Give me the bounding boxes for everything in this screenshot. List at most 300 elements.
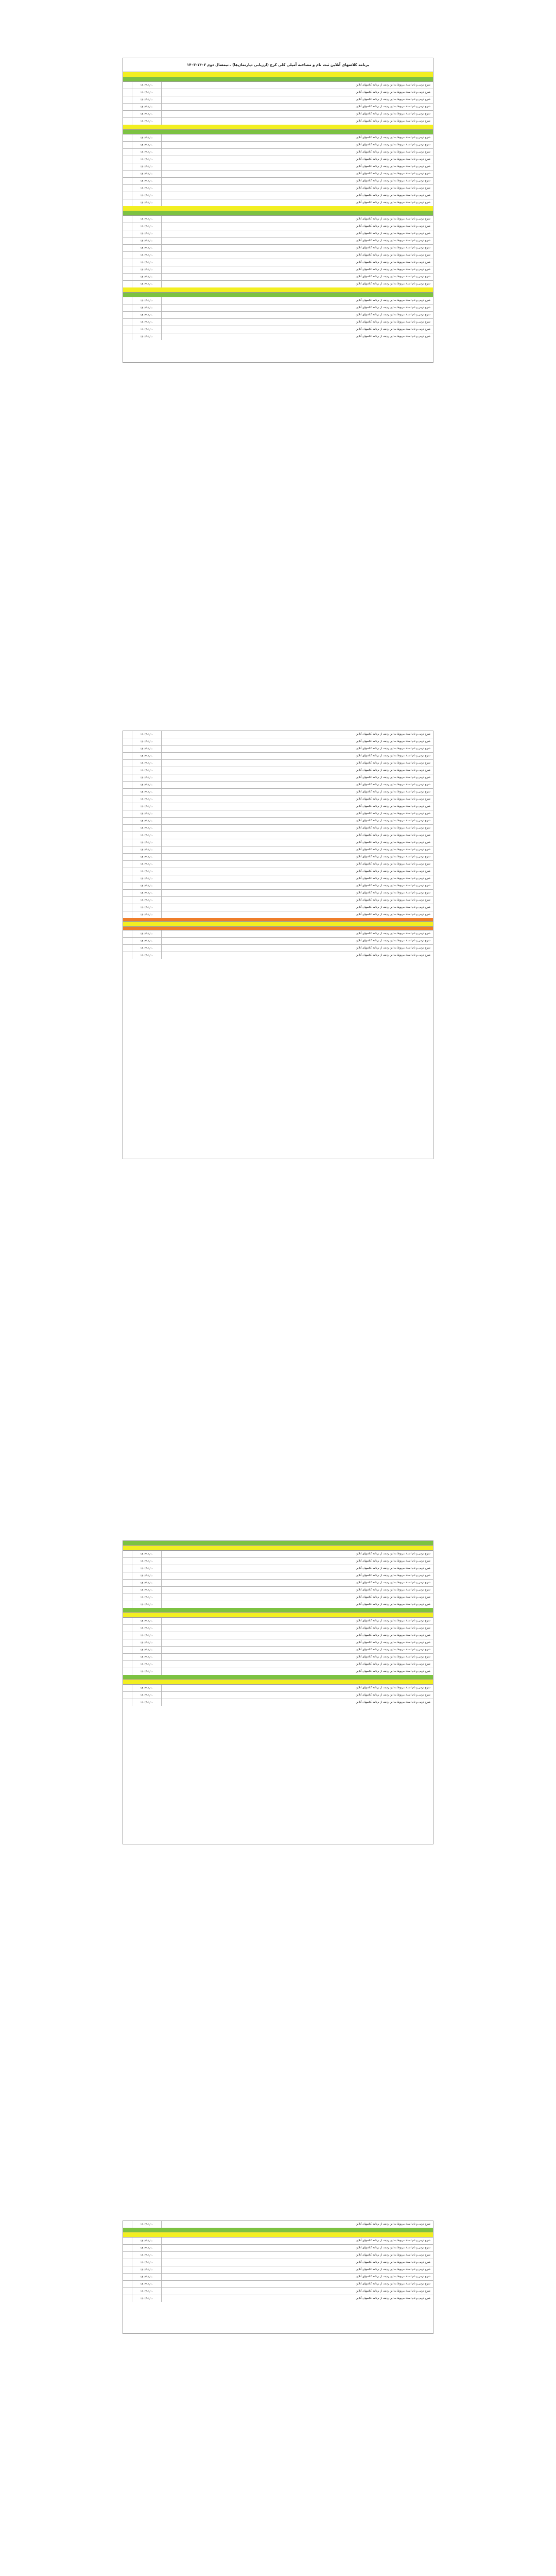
- row-number: [123, 118, 132, 125]
- row-number: [123, 1601, 132, 1608]
- table-row: [123, 1625, 433, 1632]
- row-code: ۱۴۰۲/۰۱/۱۰: [132, 281, 162, 287]
- row-description: شرح درس و نام استاد مربوط به این ردیف از برنامه کلاسهای آنلاین: [356, 891, 430, 894]
- table-row: [123, 1551, 433, 1558]
- row-code: ۱۴۰۲/۰۱/۱۰: [132, 818, 162, 824]
- row-code: ۱۴۰۲/۰۱/۱۰: [132, 854, 162, 860]
- row-code: ۱۴۰۲/۰۱/۱۰: [132, 163, 162, 170]
- table-row: [123, 185, 433, 192]
- section-subheader-band: [123, 130, 433, 134]
- row-number: [123, 1668, 132, 1675]
- table-row: [123, 774, 433, 782]
- table-row: [123, 326, 433, 333]
- row-description: شرح درس و نام استاد مربوط به این ردیف از برنامه کلاسهای آنلاین: [356, 906, 430, 909]
- row-code: ۱۴۰۲/۰۱/۱۰: [132, 178, 162, 184]
- table-row: [123, 2259, 433, 2266]
- row-number: [123, 897, 132, 904]
- row-description: شرح درس و نام استاد مربوط به این ردیف از برنامه کلاسهای آنلاین: [356, 1693, 430, 1697]
- row-number: [123, 2288, 132, 2295]
- table-row: [123, 825, 433, 832]
- row-code: ۱۴۰۲/۰۱/۱۰: [132, 1668, 162, 1675]
- row-code: ۱۴۰۲/۰۱/۱۰: [132, 304, 162, 311]
- table-row: [123, 1618, 433, 1625]
- row-code: ۱۴۰۲/۰۱/۱۰: [132, 767, 162, 774]
- table-row: [123, 259, 433, 266]
- row-number: [123, 216, 132, 223]
- row-code: ۱۴۰۲/۰۱/۱۰: [132, 1558, 162, 1565]
- row-code: ۱۴۰۲/۰۱/۱۰: [132, 238, 162, 244]
- row-description: شرح درس و نام استاد مربوط به این ردیف از برنامه کلاسهای آنلاین: [356, 1588, 430, 1591]
- row-description: شرح درس و نام استاد مربوط به این ردیف از برنامه کلاسهای آنلاین: [356, 899, 430, 902]
- row-number: [123, 2274, 132, 2280]
- table-row: [123, 1558, 433, 1565]
- row-number: [123, 82, 132, 89]
- row-description: شرح درس و نام استاد مربوط به این ردیف از برنامه کلاسهای آنلاین: [356, 1641, 430, 1644]
- row-description: شرح درس و نام استاد مربوط به این ردیف از برنامه کلاسهای آنلاین: [356, 105, 430, 108]
- row-number: [123, 938, 132, 944]
- row-code: ۱۴۰۲/۰۱/۱۰: [132, 1699, 162, 1706]
- row-description: شرح درس و نام استاد مربوط به این ردیف از برنامه کلاسهای آنلاین: [356, 187, 430, 190]
- table-row: [123, 2245, 433, 2252]
- row-code: ۱۴۰۲/۰۱/۱۰: [132, 1587, 162, 1594]
- row-number: [123, 745, 132, 752]
- row-number: [123, 142, 132, 148]
- table-row: [123, 118, 433, 125]
- table-row: [123, 868, 433, 875]
- table-row: [123, 1594, 433, 1601]
- row-code: ۱۴۰۲/۰۱/۱۰: [132, 930, 162, 937]
- row-number: [123, 1594, 132, 1601]
- table-row: [123, 731, 433, 738]
- row-description: شرح درس و نام استاد مربوط به این ردیف از برنامه کلاسهای آنلاین: [356, 2246, 430, 2249]
- table-row: [123, 89, 433, 96]
- table-row: [123, 216, 433, 223]
- section-subheader-band: [123, 1608, 433, 1613]
- row-code: ۱۴۰۲/۰۱/۱۰: [132, 216, 162, 223]
- row-code: ۱۴۰۲/۰۱/۱۰: [132, 259, 162, 266]
- row-number: [123, 1625, 132, 1632]
- table-row: [123, 890, 433, 897]
- row-number: [123, 274, 132, 280]
- row-number: [123, 945, 132, 952]
- table-row: [123, 911, 433, 918]
- schedule-rows: [123, 297, 433, 340]
- table-row: [123, 142, 433, 149]
- row-description: شرح درس و نام استاد مربوط به این ردیف از برنامه کلاسهای آنلاین: [356, 747, 430, 750]
- row-description: شرح درس و نام استاد مربوط به این ردیف از برنامه کلاسهای آنلاین: [356, 783, 430, 786]
- row-number: [123, 774, 132, 781]
- row-number: [123, 326, 132, 333]
- table-row: [123, 281, 433, 287]
- row-number: [123, 731, 132, 738]
- row-description: شرح درس و نام استاد مربوط به این ردیف از برنامه کلاسهای آنلاین: [356, 83, 430, 87]
- row-code: ۱۴۰۲/۰۱/۱۰: [132, 171, 162, 177]
- table-row: [123, 2295, 433, 2302]
- row-code: ۱۴۰۲/۰۱/۱۰: [132, 1647, 162, 1653]
- row-description: شرح درس و نام استاد مربوط به این ردیف از برنامه کلاسهای آنلاین: [356, 232, 430, 235]
- row-number: [123, 333, 132, 340]
- row-code: ۱۴۰۲/۰۱/۱۰: [132, 252, 162, 259]
- row-number: [123, 1692, 132, 1699]
- row-number: [123, 810, 132, 817]
- row-code: ۱۴۰۲/۰۱/۱۰: [132, 883, 162, 889]
- row-description: شرح درس و نام استاد مربوط به این ردیف از برنامه کلاسهای آنلاین: [356, 299, 430, 302]
- row-description: شرح درس و نام استاد مربوط به این ردیف از برنامه کلاسهای آنلاین: [356, 91, 430, 94]
- row-number: [123, 825, 132, 832]
- section-subheader-band: [123, 293, 433, 297]
- document-title: برنامه کلاسهای آنلاین ثبت نام و مصاحبه آمپلی کلی کرج (ارزیابی دپارتمان‌ها) ـ نیمسال دوم ۱۴۰۲-۱۴۰۳: [187, 63, 369, 67]
- table-row: [123, 134, 433, 142]
- row-code: ۱۴۰۲/۰۱/۱۰: [132, 2295, 162, 2302]
- table-row: [123, 846, 433, 854]
- row-description: شرح درس و نام استاد مربوط به این ردیف از برنامه کلاسهای آنلاین: [356, 862, 430, 866]
- row-description: شرح درس و نام استاد مربوط به این ردیف از برنامه کلاسهای آنلاین: [356, 877, 430, 880]
- row-code: ۱۴۰۲/۰۱/۱۰: [132, 89, 162, 96]
- row-code: ۱۴۰۲/۰۱/۱۰: [132, 1639, 162, 1646]
- row-description: شرح درس و نام استاد مربوط به این ردیف از برنامه کلاسهای آنلاین: [356, 1648, 430, 1651]
- row-description: شرح درس و نام استاد مربوط به این ردیف از برنامه کلاسهای آنلاین: [356, 1596, 430, 1599]
- section-header-band: [123, 922, 433, 927]
- table-row: [123, 2274, 433, 2281]
- section-header-band: [123, 1613, 433, 1618]
- row-description: شرح درس و نام استاد مربوط به این ردیف از برنامه کلاسهای آنلاین: [356, 150, 430, 154]
- table-row: [123, 952, 433, 959]
- row-description: شرح درس و نام استاد مربوط به این ردیف از برنامه کلاسهای آنلاین: [356, 225, 430, 228]
- row-number: [123, 868, 132, 875]
- table-row: [123, 96, 433, 104]
- schedule-rows: [123, 1551, 433, 1608]
- schedule-rows: [123, 2221, 433, 2228]
- row-number: [123, 1572, 132, 1579]
- row-description: شرح درس و نام استاد مربوط به این ردیف از برنامه کلاسهای آنلاین: [356, 1574, 430, 1577]
- row-number: [123, 861, 132, 868]
- row-number: [123, 2245, 132, 2251]
- document-title-row: [123, 58, 433, 72]
- table-row: [123, 1580, 433, 1587]
- table-row: [123, 2238, 433, 2245]
- row-description: شرح درس و نام استاد مربوط به این ردیف از برنامه کلاسهای آنلاین: [356, 870, 430, 873]
- section-header-band: [123, 72, 433, 77]
- table-row: [123, 111, 433, 118]
- row-number: [123, 930, 132, 937]
- row-number: [123, 1565, 132, 1572]
- row-description: شرح درس و نام استاد مربوط به این ردیف از برنامه کلاسهای آنلاین: [356, 2297, 430, 2300]
- row-code: ۱۴۰۲/۰۱/۱۰: [132, 789, 162, 795]
- table-row: [123, 1647, 433, 1654]
- section-subheader-band: [123, 77, 433, 82]
- table-row: [123, 1572, 433, 1580]
- row-code: ۱۴۰۲/۰۱/۱۰: [132, 774, 162, 781]
- table-row: [123, 199, 433, 206]
- row-description: شرح درس و نام استاد مربوط به این ردیف از برنامه کلاسهای آنلاین: [356, 1603, 430, 1606]
- row-description: شرح درس و نام استاد مربوط به این ردیف از برنامه کلاسهای آنلاین: [356, 179, 430, 182]
- section-header-band: [123, 206, 433, 211]
- row-description: شرح درس و نام استاد مربوط به این ردیف از برنامه کلاسهای آنلاین: [356, 2261, 430, 2264]
- row-code: ۱۴۰۲/۰۱/۱۰: [132, 890, 162, 896]
- row-description: شرح درس و نام استاد مربوط به این ردیف از برنامه کلاسهای آنلاین: [356, 120, 430, 123]
- row-number: [123, 1551, 132, 1557]
- row-code: ۱۴۰۲/۰۱/۱۰: [132, 846, 162, 853]
- schedule-rows: [123, 1685, 433, 1706]
- row-code: ۱۴۰۲/۰۱/۱۰: [132, 904, 162, 911]
- table-row: [123, 897, 433, 904]
- row-number: [123, 760, 132, 767]
- row-code: ۱۴۰۲/۰۱/۱۰: [132, 1565, 162, 1572]
- section-subheader-band: [123, 2228, 433, 2232]
- table-row: [123, 854, 433, 861]
- row-description: شرح درس و نام استاد مربوط به این ردیف از برنامه کلاسهای آنلاین: [356, 761, 430, 765]
- schedule-page-3: [123, 1540, 433, 1844]
- row-code: ۱۴۰۲/۰۱/۱۰: [132, 803, 162, 810]
- row-number: [123, 185, 132, 192]
- row-code: ۱۴۰۲/۰۱/۱۰: [132, 104, 162, 110]
- row-description: شرح درس و نام استاد مربوط به این ردیف از برنامه کلاسهای آنلاین: [356, 335, 430, 338]
- schedule-page-1: [123, 58, 433, 363]
- row-number: [123, 782, 132, 788]
- row-number: [123, 134, 132, 141]
- row-number: [123, 2221, 132, 2228]
- row-number: [123, 911, 132, 918]
- row-description: شرح درس و نام استاد مربوط به این ردیف از برنامه کلاسهای آنلاین: [356, 239, 430, 242]
- table-row: [123, 1699, 433, 1706]
- row-number: [123, 238, 132, 244]
- schedule-rows: [123, 134, 433, 206]
- table-row: [123, 782, 433, 789]
- row-description: شرح درس و نام استاد مربوط به این ردیف از برنامه کلاسهای آنلاین: [356, 932, 430, 935]
- row-description: شرح درس و نام استاد مربوط به این ردیف از برنامه کلاسهای آنلاین: [356, 826, 430, 829]
- table-row: [123, 304, 433, 312]
- table-row: [123, 230, 433, 238]
- row-code: ۱۴۰۲/۰۱/۱۰: [132, 297, 162, 304]
- table-row: [123, 818, 433, 825]
- row-description: شرح درس و نام استاد مربوط به این ردیف از برنامه کلاسهای آنلاین: [356, 2239, 430, 2242]
- row-code: ۱۴۰۲/۰۱/۱۰: [132, 274, 162, 280]
- table-row: [123, 810, 433, 818]
- table-row: [123, 245, 433, 252]
- row-code: ۱۴۰۲/۰۱/۱۰: [132, 825, 162, 832]
- table-row: [123, 2252, 433, 2259]
- table-row: [123, 1685, 433, 1692]
- row-number: [123, 883, 132, 889]
- table-row: [123, 1692, 433, 1699]
- table-row: [123, 1601, 433, 1608]
- row-code: ۱۴۰۲/۰۱/۱۰: [132, 185, 162, 192]
- row-description: شرح درس و نام استاد مربوط به این ردیف از برنامه کلاسهای آنلاین: [356, 819, 430, 822]
- schedule-rows: [123, 930, 433, 959]
- row-number: [123, 104, 132, 110]
- row-number: [123, 2281, 132, 2287]
- row-number: [123, 1632, 132, 1639]
- section-header-band: [123, 1546, 433, 1551]
- row-number: [123, 1639, 132, 1646]
- table-row: [123, 156, 433, 163]
- row-code: ۱۴۰۲/۰۱/۱۰: [132, 142, 162, 148]
- row-code: ۱۴۰۲/۰۱/۱۰: [132, 245, 162, 251]
- row-number: [123, 163, 132, 170]
- row-description: شرح درس و نام استاد مربوط به این ردیف از برنامه کلاسهای آنلاین: [356, 939, 430, 942]
- row-code: ۱۴۰۲/۰۱/۱۰: [132, 2252, 162, 2259]
- row-description: شرح درس و نام استاد مربوط به این ردیف از برنامه کلاسهای آنلاین: [356, 2282, 430, 2285]
- row-number: [123, 312, 132, 318]
- section-header-band: [123, 125, 433, 130]
- section-subheader-band: [123, 1675, 433, 1680]
- row-code: ۱۴۰۲/۰۱/۱۰: [132, 134, 162, 141]
- row-description: شرح درس و نام استاد مربوط به این ردیف از برنامه کلاسهای آنلاین: [356, 946, 430, 950]
- row-number: [123, 846, 132, 853]
- row-number: [123, 1618, 132, 1624]
- row-number: [123, 149, 132, 156]
- table-row: [123, 2221, 433, 2228]
- row-number: [123, 1587, 132, 1594]
- row-description: شرح درس و نام استاد مربوط به این ردیف از برنامه کلاسهای آنلاین: [356, 1655, 430, 1658]
- row-description: شرح درس و نام استاد مربوط به این ردیف از برنامه کلاسهای آنلاین: [356, 253, 430, 257]
- table-row: [123, 104, 433, 111]
- row-code: ۱۴۰۲/۰۱/۱۰: [132, 1572, 162, 1579]
- row-code: ۱۴۰۲/۰۱/۱۰: [132, 738, 162, 745]
- section-separator-band: [123, 918, 433, 922]
- schedule-page-4: [123, 2221, 433, 2334]
- table-row: [123, 738, 433, 745]
- row-code: ۱۴۰۲/۰۱/۱۰: [132, 1632, 162, 1639]
- row-code: ۱۴۰۲/۰۱/۱۰: [132, 2259, 162, 2266]
- row-description: شرح درس و نام استاد مربوط به این ردیف از برنامه کلاسهای آنلاین: [356, 2253, 430, 2257]
- row-number: [123, 875, 132, 882]
- row-code: ۱۴۰۲/۰۱/۱۰: [132, 745, 162, 752]
- row-code: ۱۴۰۲/۰۱/۱۰: [132, 1685, 162, 1691]
- row-number: [123, 2252, 132, 2259]
- schedule-rows: [123, 2238, 433, 2302]
- row-number: [123, 1699, 132, 1706]
- table-row: [123, 875, 433, 883]
- table-row: [123, 171, 433, 178]
- row-description: شرح درس و نام استاد مربوط به این ردیف از برنامه کلاسهای آنلاین: [356, 2290, 430, 2293]
- section-subheader-band: [123, 211, 433, 216]
- row-code: ۱۴۰۲/۰۱/۱۰: [132, 192, 162, 199]
- row-number: [123, 1647, 132, 1653]
- table-row: [123, 1639, 433, 1647]
- row-description: شرح درس و نام استاد مربوط به این ردیف از برنامه کلاسهای آنلاین: [356, 320, 430, 324]
- row-description: شرح درس و نام استاد مربوط به این ردیف از برنامه کلاسهای آنلاین: [356, 733, 430, 736]
- row-code: ۱۴۰۲/۰۱/۱۰: [132, 952, 162, 959]
- schedule-rows: [123, 731, 433, 918]
- row-number: [123, 230, 132, 237]
- table-row: [123, 252, 433, 259]
- row-description: شرح درس و نام استاد مربوط به این ردیف از برنامه کلاسهای آنلاین: [356, 2223, 430, 2226]
- table-row: [123, 178, 433, 185]
- row-number: [123, 304, 132, 311]
- table-row: [123, 1654, 433, 1661]
- row-description: شرح درس و نام استاد مربوط به این ردیف از برنامه کلاسهای آنلاین: [356, 1619, 430, 1622]
- table-row: [123, 1632, 433, 1639]
- row-code: ۱۴۰۲/۰۱/۱۰: [132, 753, 162, 759]
- row-number: [123, 1685, 132, 1691]
- row-description: شرح درس و نام استاد مربوط به این ردیف از برنامه کلاسهای آنلاین: [356, 261, 430, 264]
- row-number: [123, 252, 132, 259]
- table-row: [123, 760, 433, 767]
- table-row: [123, 753, 433, 760]
- row-code: ۱۴۰۲/۰۱/۱۰: [132, 156, 162, 163]
- table-row: [123, 745, 433, 753]
- row-description: شرح درس و نام استاد مربوط به این ردیف از برنامه کلاسهای آنلاین: [356, 217, 430, 221]
- row-code: ۱۴۰۲/۰۱/۱۰: [132, 312, 162, 318]
- row-number: [123, 2266, 132, 2273]
- table-row: [123, 832, 433, 839]
- row-code: ۱۴۰۲/۰۱/۱۰: [132, 2245, 162, 2251]
- row-number: [123, 89, 132, 96]
- row-number: [123, 223, 132, 230]
- row-code: ۱۴۰۲/۰۱/۱۰: [132, 1601, 162, 1608]
- row-description: شرح درس و نام استاد مربوط به این ردیف از برنامه کلاسهای آنلاین: [356, 2268, 430, 2271]
- row-code: ۱۴۰۲/۰۱/۱۰: [132, 875, 162, 882]
- row-description: شرح درس و نام استاد مربوط به این ردیف از برنامه کلاسهای آنلاین: [356, 2275, 430, 2278]
- row-description: شرح درس و نام استاد مربوط به این ردیف از برنامه کلاسهای آنلاین: [356, 1670, 430, 1673]
- table-row: [123, 803, 433, 810]
- table-row: [123, 266, 433, 274]
- table-row: [123, 2281, 433, 2288]
- row-description: شرح درس و نام استاد مربوط به این ردیف از برنامه کلاسهای آنلاین: [356, 313, 430, 316]
- row-code: ۱۴۰۲/۰۱/۱۰: [132, 2238, 162, 2244]
- row-description: شرح درس و نام استاد مربوط به این ردیف از برنامه کلاسهای آنلاین: [356, 769, 430, 772]
- row-description: شرح درس و نام استاد مربوط به این ردیف از برنامه کلاسهای آنلاین: [356, 1626, 430, 1630]
- table-row: [123, 333, 433, 340]
- row-description: شرح درس و نام استاد مربوط به این ردیف از برنامه کلاسهای آنلاین: [356, 913, 430, 916]
- table-row: [123, 883, 433, 890]
- row-number: [123, 111, 132, 117]
- row-description: شرح درس و نام استاد مربوط به این ردیف از برنامه کلاسهای آنلاین: [356, 158, 430, 161]
- row-code: ۱۴۰۲/۰۱/۱۰: [132, 832, 162, 839]
- table-row: [123, 312, 433, 319]
- table-row: [123, 192, 433, 199]
- row-description: شرح درس و نام استاد مربوط به این ردیف از برنامه کلاسهای آنلاین: [356, 282, 430, 285]
- row-description: شرح درس و نام استاد مربوط به این ردیف از برنامه کلاسهای آنلاین: [356, 1663, 430, 1666]
- row-number: [123, 266, 132, 273]
- row-code: ۱۴۰۲/۰۱/۱۰: [132, 1594, 162, 1601]
- section-separator-band: [123, 927, 433, 930]
- row-code: ۱۴۰۲/۰۱/۱۰: [132, 839, 162, 846]
- row-code: ۱۴۰۲/۰۱/۱۰: [132, 796, 162, 803]
- row-code: ۱۴۰۲/۰۱/۱۰: [132, 333, 162, 340]
- row-number: [123, 753, 132, 759]
- row-code: ۱۴۰۲/۰۱/۱۰: [132, 1580, 162, 1586]
- row-code: ۱۴۰۲/۰۱/۱۰: [132, 945, 162, 952]
- row-description: شرح درس و نام استاد مربوط به این ردیف از برنامه کلاسهای آنلاین: [356, 136, 430, 139]
- row-code: ۱۴۰۲/۰۱/۱۰: [132, 897, 162, 904]
- table-row: [123, 238, 433, 245]
- row-number: [123, 789, 132, 795]
- row-code: ۱۴۰۲/۰۱/۱۰: [132, 230, 162, 237]
- row-description: شرح درس و نام استاد مربوط به این ردیف از برنامه کلاسهای آنلاین: [356, 834, 430, 837]
- row-description: شرح درس و نام استاد مربوط به این ردیف از برنامه کلاسهای آنلاین: [356, 98, 430, 101]
- row-number: [123, 904, 132, 911]
- row-code: ۱۴۰۲/۰۱/۱۰: [132, 82, 162, 89]
- table-row: [123, 930, 433, 938]
- table-row: [123, 1661, 433, 1668]
- row-number: [123, 952, 132, 959]
- table-row: [123, 82, 433, 89]
- row-description: شرح درس و نام استاد مربوط به این ردیف از برنامه کلاسهای آنلاین: [356, 1686, 430, 1689]
- row-code: ۱۴۰۲/۰۱/۱۰: [132, 1661, 162, 1668]
- row-code: ۱۴۰۲/۰۱/۱۰: [132, 760, 162, 767]
- table-row: [123, 149, 433, 156]
- row-code: ۱۴۰۲/۰۱/۱۰: [132, 731, 162, 738]
- row-code: ۱۴۰۲/۰۱/۱۰: [132, 911, 162, 918]
- row-code: ۱۴۰۲/۰۱/۱۰: [132, 266, 162, 273]
- table-row: [123, 2266, 433, 2274]
- table-row: [123, 861, 433, 868]
- row-code: ۱۴۰۲/۰۱/۱۰: [132, 199, 162, 206]
- row-number: [123, 156, 132, 163]
- row-number: [123, 199, 132, 206]
